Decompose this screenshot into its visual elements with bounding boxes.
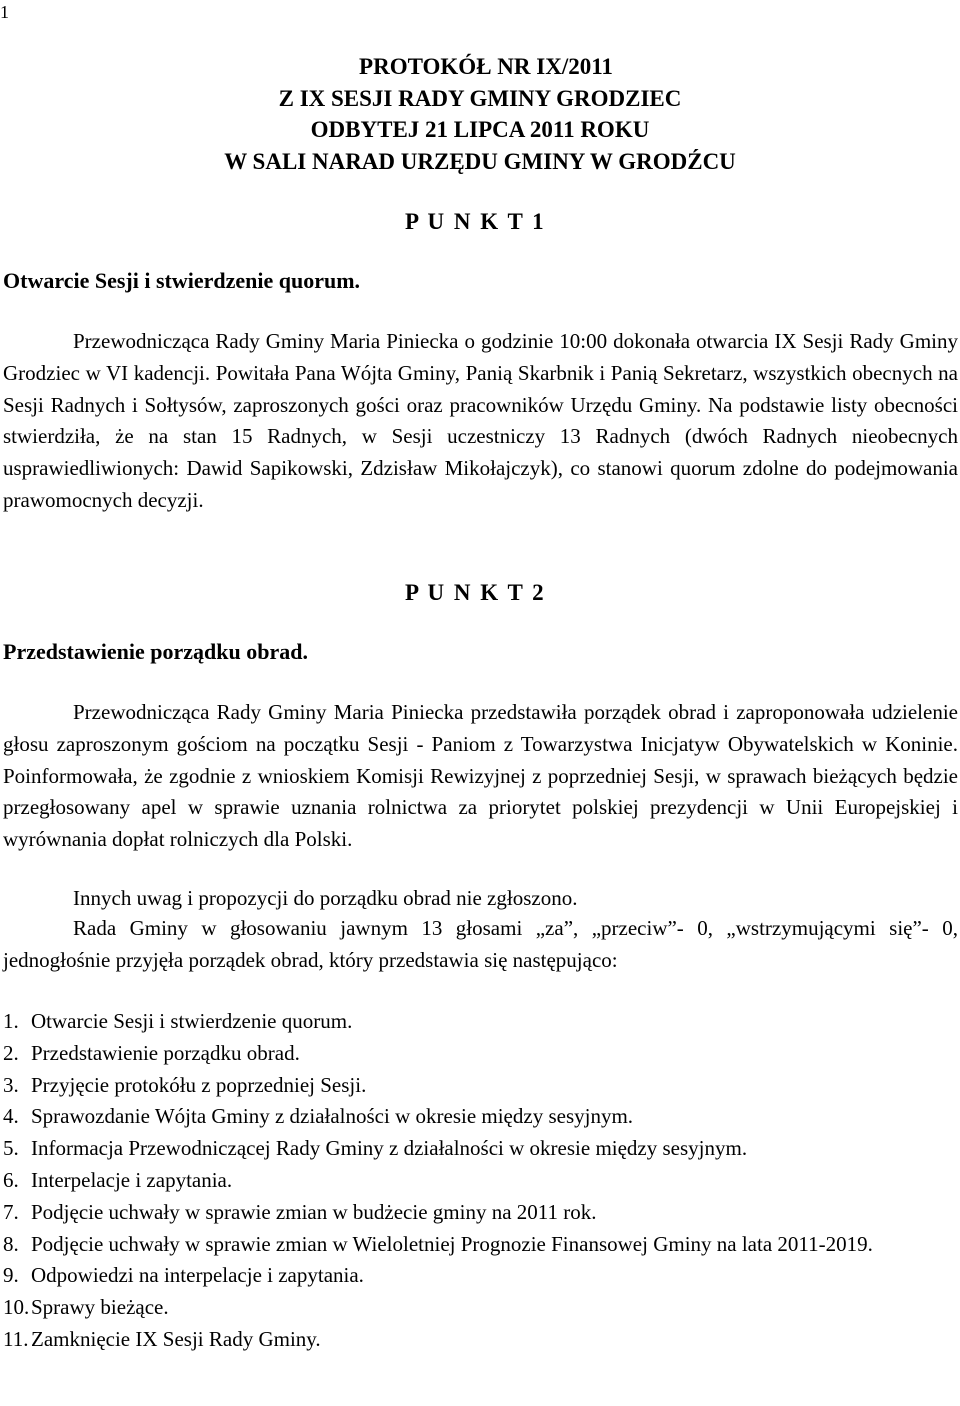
document-title <box>0 51 960 177</box>
agenda-item-text: Sprawy bieżące. <box>31 1295 169 1320</box>
agenda-item <box>3 1038 958 1070</box>
agenda-item-text: Otwarcie Sesji i stwierdzenie quorum. <box>31 1009 353 1033</box>
title-line-2: Z IX SESJI RADY GMINY GRODZIEC <box>278 85 682 111</box>
agenda-item-number: 4. <box>3 1104 19 1129</box>
agenda-item-text: Przedstawienie porządku obrad. <box>31 1040 300 1065</box>
punkt-1-paragraph: Przewodnicząca Rady Gminy Maria Piniecka o godzinie 10:00 dokonała otwarcia IX Sesji Rady Gminy Grodziec w VI kadencji. Powitała Pana Wójta Gminy, Panią Skarbnik i Panią Sekretarz, wszystkich obecnych na Sesji Radnych i Sołtysów, zaproszonych gości oraz pracowników Urzędu Gminy. Na podstawie listy obecności stwierdziła, że na stan 15 Radnych, w Sesji uczestniczy 13 Radnych (dwóch Radnych nieobecnych usprawiedliwionych: Dawid Sapikowski, Zdzisław Mikołajczyk), co stanowi quorum zdolne do podejmowania prawomocnych decyzji. <box>3 329 958 512</box>
agenda-item-text: Zamknięcie IX Sesji Rady Gminy. <box>31 1326 321 1351</box>
agenda-item-text: Przyjęcie protokółu z poprzedniej Sesji. <box>31 1072 367 1097</box>
agenda-item <box>3 1070 958 1102</box>
punkt-2-paragraph-2: Innych uwag i propozycji do porządku obrad nie zgłoszono. <box>73 886 578 910</box>
title-line-3: ODBYTEJ 21 LIPCA 2011 ROKU <box>310 117 650 142</box>
agenda-item <box>3 1101 958 1133</box>
agenda-item-number: 11. <box>3 1326 29 1351</box>
agenda-item-text: Podjęcie uchwały w sprawie zmian w Wieloletniej Prognozie Finansowej Gminy na lata 2011-2019. <box>31 1231 873 1256</box>
title-line-4: W SALI NARAD URZĘDU GMINY W GRODŹCU <box>224 148 736 174</box>
punkt-2-heading: Przedstawienie porządku obrad. <box>3 639 308 664</box>
punkt-2-paragraph-3: Rada Gminy w głosowaniu jawnym 13 głosami „za”, „przeciw”- 0, „wstrzymującymi się”- 0, jednogłośnie przyjęła porządek obrad, który przedstawia się następująco: <box>3 916 958 972</box>
agenda-item-text: Podjęcie uchwały w sprawie zmian w budżecie gminy na 2011 rok. <box>31 1199 597 1224</box>
agenda-item-number: 1. <box>3 1009 19 1033</box>
agenda-item <box>3 1165 958 1197</box>
agenda-item <box>3 1229 958 1261</box>
agenda-item-number: 3. <box>3 1072 19 1097</box>
agenda-item <box>3 1260 958 1292</box>
agenda-item <box>3 1006 958 1038</box>
agenda-item-text: Interpelacje i zapytania. <box>31 1167 233 1192</box>
agenda-item-text: Sprawozdanie Wójta Gminy z działalności w okresie między sesyjnym. <box>31 1104 634 1129</box>
agenda-item <box>3 1324 958 1356</box>
agenda-item-text: Informacja Przewodniczącej Rady Gminy z działalności w okresie między sesyjnym. <box>31 1136 748 1161</box>
punkt-1-heading: Otwarcie Sesji i stwierdzenie quorum. <box>3 268 361 293</box>
page-number: 1 <box>0 2 9 22</box>
punkt-1-label: P U N K T 1 <box>405 209 546 234</box>
agenda-item <box>3 1133 958 1165</box>
title-line-1: PROTOKÓŁ NR IX/2011 <box>359 54 613 79</box>
agenda-item-number: 6. <box>3 1167 19 1192</box>
punkt-2-label: P U N K T 2 <box>405 580 546 605</box>
punkt-2-paragraph-1: Przewodnicząca Rady Gminy Maria Piniecka przedstawiła porządek obrad i zaproponowała udzielenie głosu zaproszonym gościom na początku Sesji - Paniom z Towarzystwa Inicjatyw Obywatelskich w Koninie. Poinformowała, że zgodnie z wnioskiem Komisji Rewizyjnej z poprzedniej Sesji, w sprawach bieżących będzie przegłosowany apel w sprawie uznania rolnictwa za priorytet polskiej prezydencji w Unii Europejskiej i wyrównania dopłat rolniczych dla Polski. <box>3 700 958 852</box>
agenda-item <box>3 1292 958 1324</box>
agenda-item-number: 7. <box>3 1199 19 1224</box>
agenda-item-number: 8. <box>3 1231 19 1256</box>
agenda-list <box>3 1006 958 1356</box>
agenda-item-number: 5. <box>3 1136 19 1161</box>
agenda-item <box>3 1197 958 1229</box>
agenda-item-number: 2. <box>3 1040 19 1065</box>
agenda-item-number: 9. <box>3 1263 19 1288</box>
agenda-item-number: 10. <box>3 1295 30 1320</box>
agenda-item-text: Odpowiedzi na interpelacje i zapytania. <box>31 1263 364 1288</box>
